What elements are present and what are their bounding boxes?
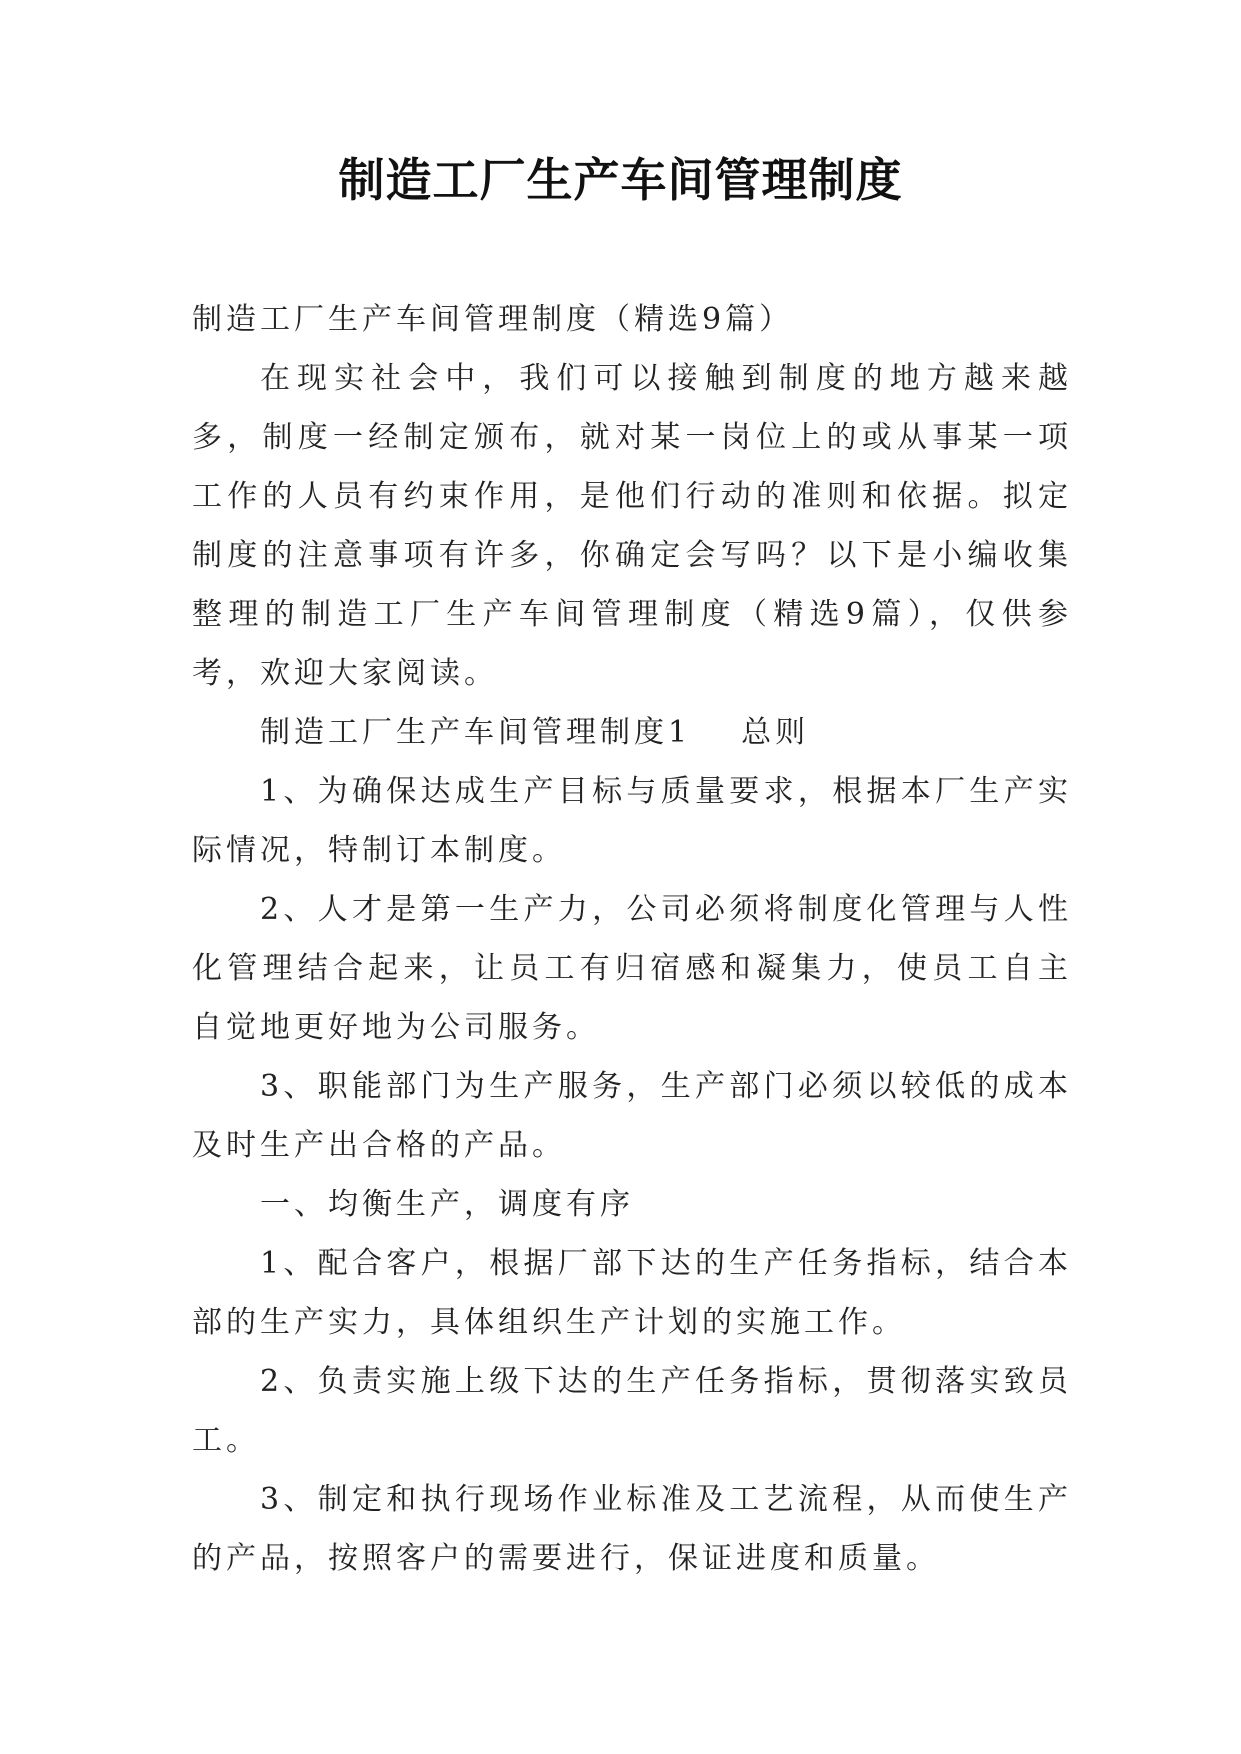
general-item-3: 3、职能部门为生产服务，生产部门必须以较低的成本及时生产出合格的产品。	[192, 1069, 1072, 1163]
section-subheading: 总则	[741, 715, 810, 750]
part-item-2: 2、负责实施上级下达的生产任务指标，贯彻落实致员工。	[192, 1364, 1072, 1458]
document-body	[192, 290, 1072, 1588]
section-heading-title: 制造工厂生产车间管理制度1	[260, 715, 692, 750]
section-heading	[192, 703, 1072, 762]
part-heading: 一、均衡生产，调度有序	[260, 1187, 634, 1222]
document-title: 制造工厂生产车间管理制度	[338, 153, 903, 207]
part-item-3: 3、制定和执行现场作业标准及工艺流程，从而使生产的产品，按照客户的需要进行，保证进度和质量。	[192, 1482, 1072, 1576]
intro-paragraph: 在现实社会中，我们可以接触到制度的地方越来越多，制度一经制定颁布，就对某一岗位上的或从事某一项工作的人员有约束作用，是他们行动的准则和依据。拟定制度的注意事项有许多，你确定会写吗？以下是小编收集整理的制造工厂生产车间管理制度（精选9篇），仅供参考，欢迎大家阅读。	[192, 361, 1072, 691]
part-item-1: 1、配合客户，根据厂部下达的生产任务指标，结合本部的生产实力，具体组织生产计划的实施工作。	[192, 1246, 1072, 1340]
document-subtitle: 制造工厂生产车间管理制度（精选9篇）	[192, 302, 794, 337]
general-item-2: 2、人才是第一生产力，公司必须将制度化管理与人性化管理结合起来，让员工有归宿感和凝集力，使员工自主自觉地更好地为公司服务。	[192, 892, 1072, 1045]
general-item-1: 1、为确保达成生产目标与质量要求，根据本厂生产实际情况，特制订本制度。	[192, 774, 1072, 868]
